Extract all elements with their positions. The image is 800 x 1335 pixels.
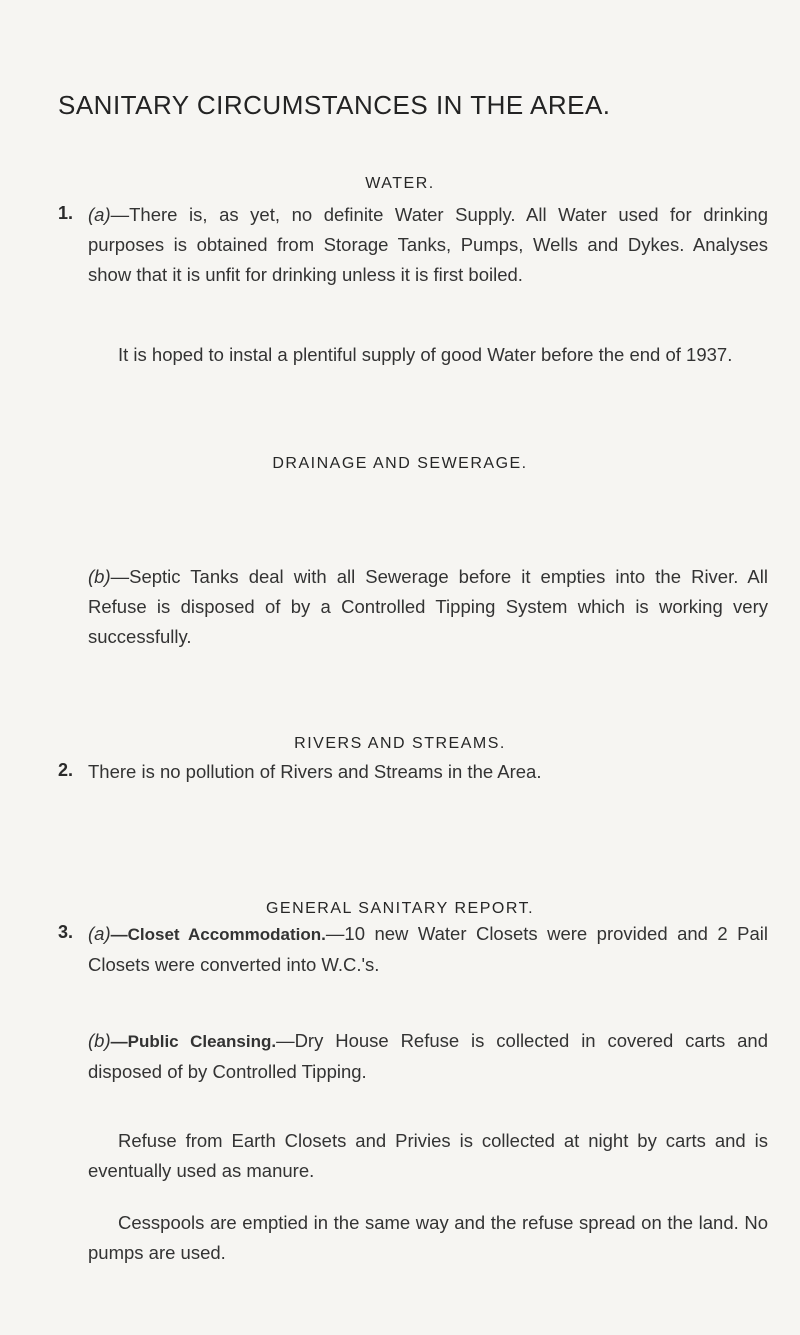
water-paragraph-a — [88, 200, 768, 290]
general-paragraph-cesspools: Cesspools are emptied in the same way and the refuse spread on the land. No pumps are used. — [88, 1212, 768, 1263]
drainage-paragraph-b — [88, 562, 768, 652]
public-cleansing-term: —Public Cleansing. — [110, 1032, 277, 1051]
item-number-1: 1. — [58, 203, 74, 223]
item-number-3: 3. — [58, 922, 74, 942]
general-heading: GENERAL SANITARY REPORT. — [265, 900, 535, 917]
general-text-b: —Dry House Refuse is collected in covered carts and disposed of by Controlled Tipping. — [88, 1030, 768, 1082]
closet-accommodation-term: —Closet Accommodation. — [110, 925, 326, 944]
general-paragraph-a — [88, 919, 768, 980]
general-paragraph-refuse: Refuse from Earth Closets and Privies is collected at night by carts and is eventually used as manure. — [88, 1130, 768, 1181]
rivers-heading: RIVERS AND STREAMS. — [294, 735, 506, 752]
page-title: SANITARY CIRCUMSTANCES IN THE AREA. — [58, 90, 611, 120]
general-paragraph-b — [88, 1026, 768, 1087]
water-paragraph-plan: It is hoped to instal a plentiful supply of good Water before the end of 1937. — [118, 344, 733, 365]
drainage-label-b: (b) — [88, 566, 111, 587]
item-number-2: 2. — [58, 760, 74, 780]
drainage-text-b: —Septic Tanks deal with all Sewerage before it empties into the River. All Refuse is disposed of by a Controlled Tipping System which is working very successfully. — [88, 566, 768, 647]
general-label-b: (b) — [88, 1030, 111, 1051]
water-text-a: —There is, as yet, no definite Water Supply. All Water used for drinking purposes is obtained from Storage Tanks, Pumps, Wells and Dykes. Analyses show that it is unfit for drinking unless it is first boiled. — [88, 204, 768, 285]
drainage-heading: DRAINAGE AND SEWERAGE. — [272, 455, 528, 472]
rivers-paragraph: There is no pollution of Rivers and Streams in the Area. — [88, 761, 542, 782]
general-label-a: (a) — [88, 923, 111, 944]
water-label-a: (a) — [88, 204, 111, 225]
water-heading: WATER. — [365, 175, 435, 192]
general-text-a: —10 new Water Closets were provided and 2 Pail Closets were converted into W.C.'s. — [88, 923, 769, 975]
